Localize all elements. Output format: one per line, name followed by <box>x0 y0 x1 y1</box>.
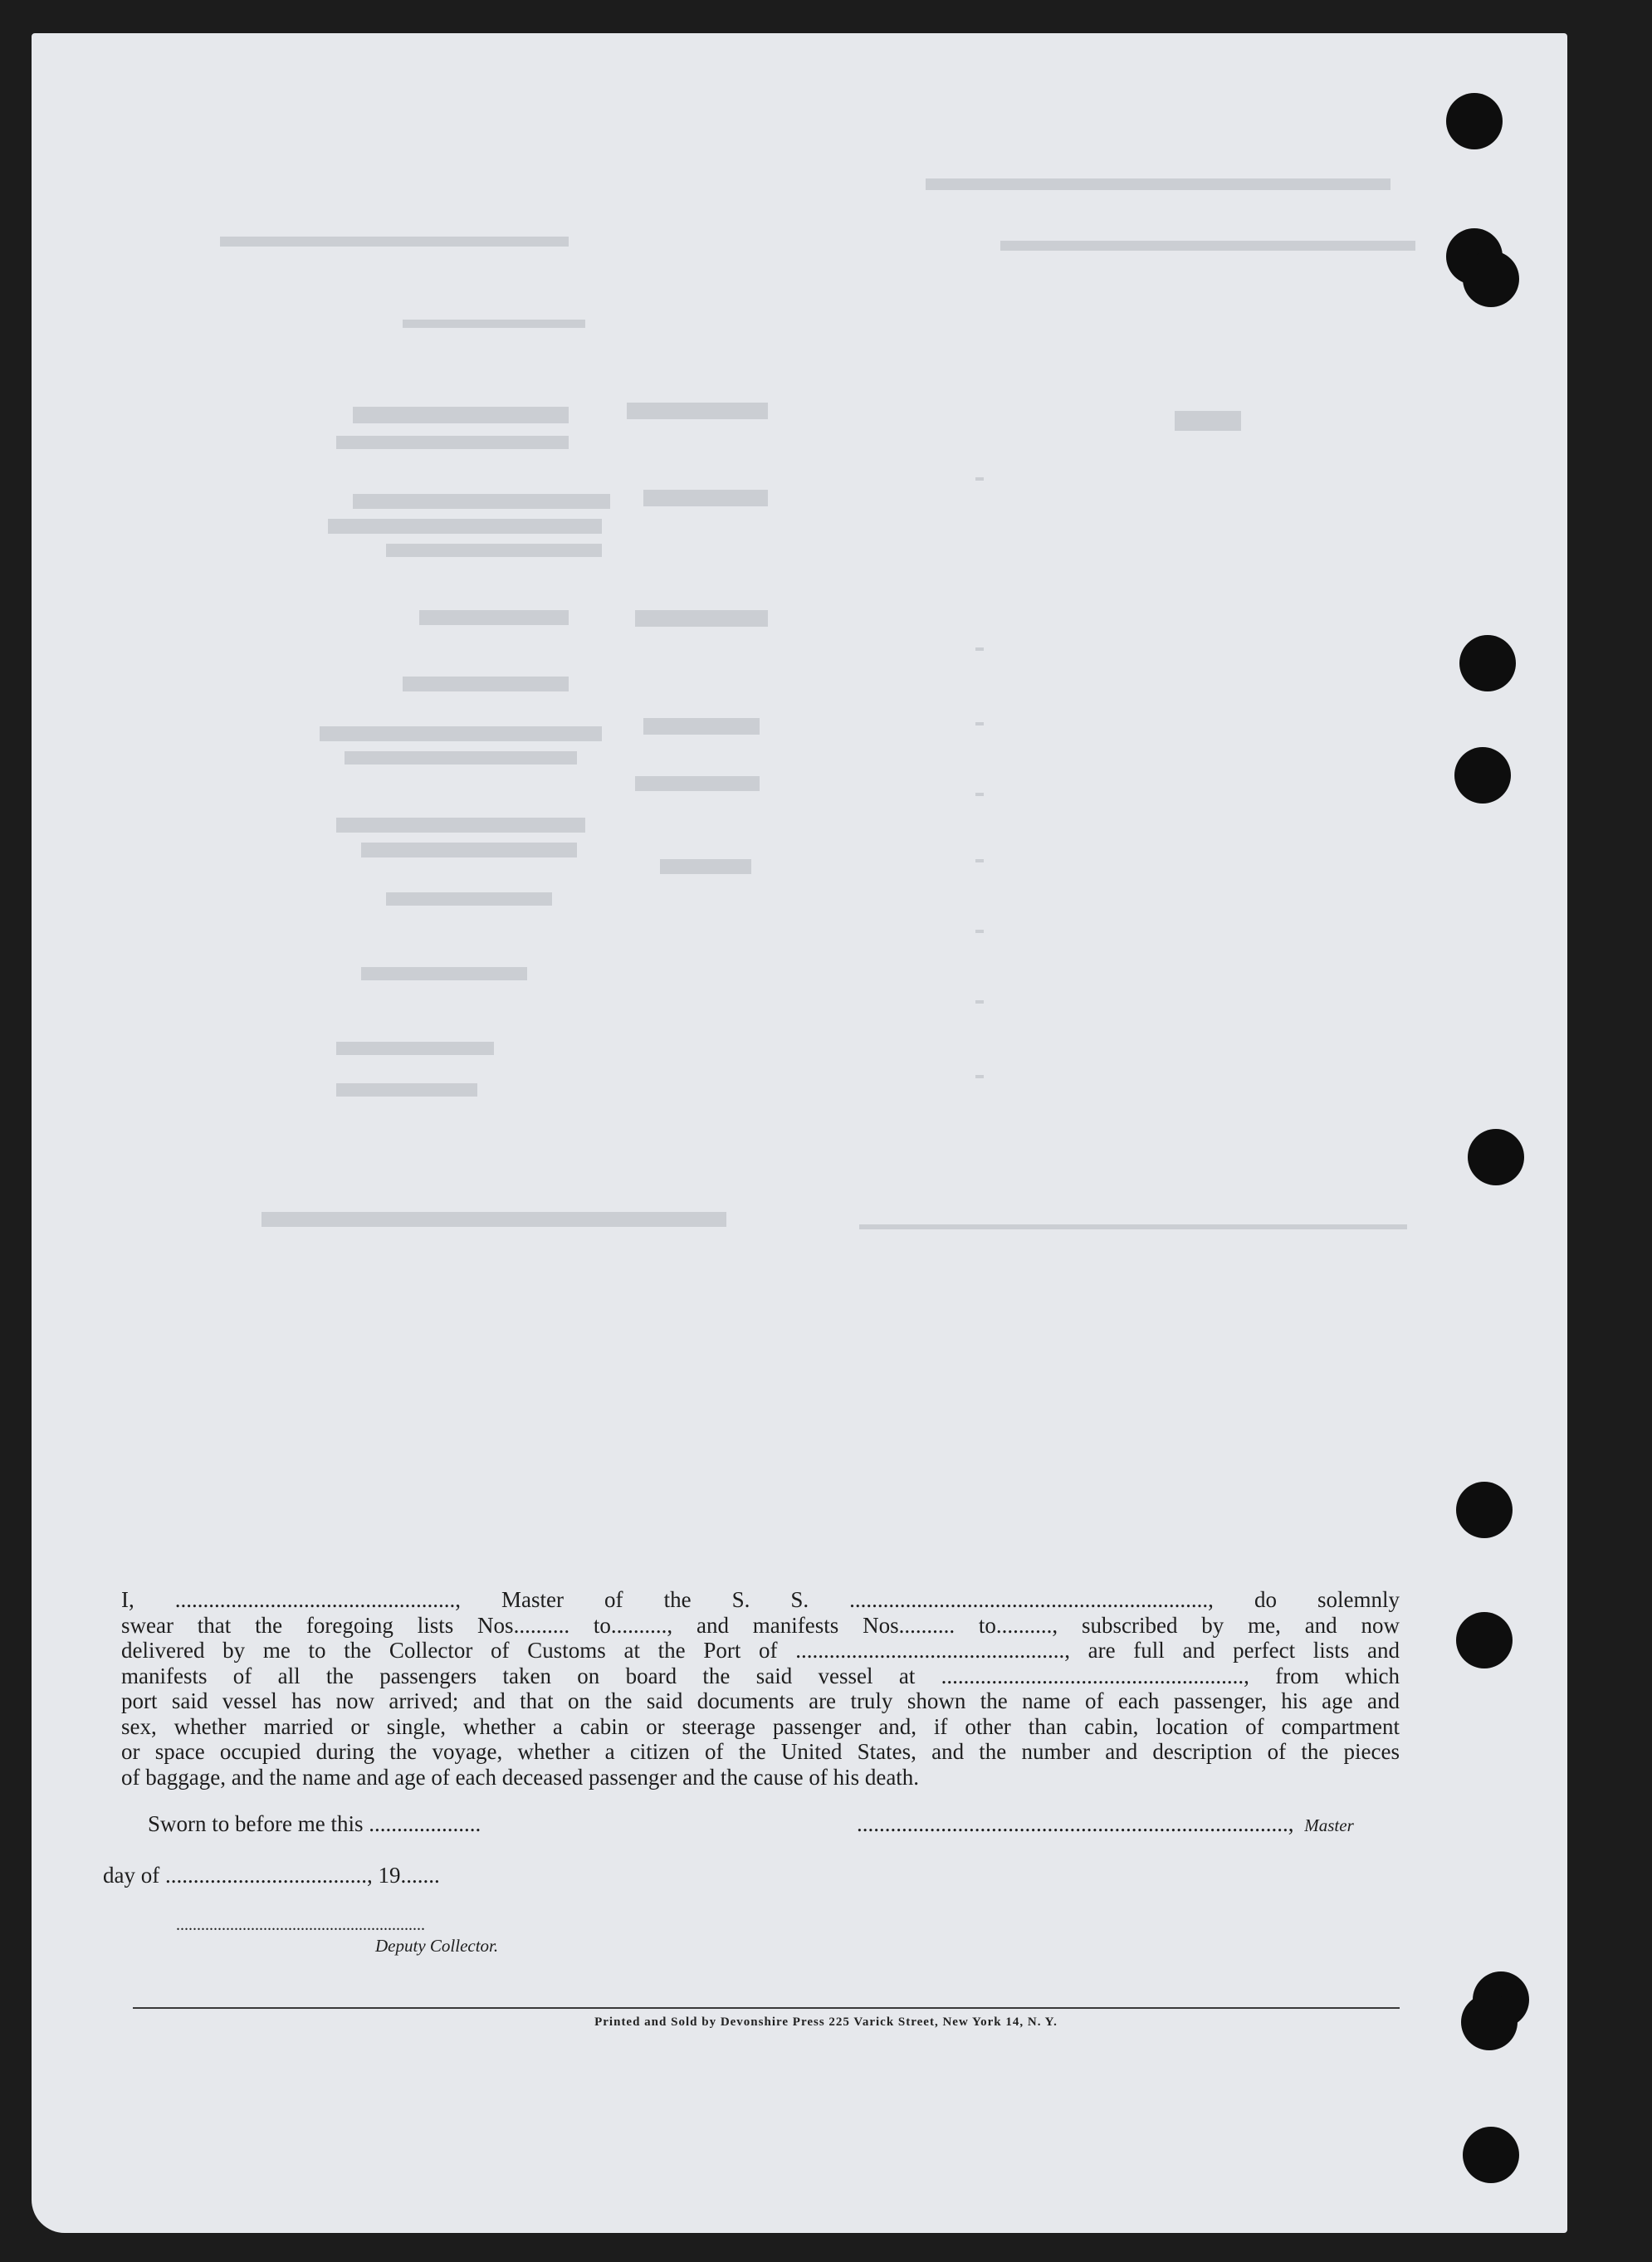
binder-hole-7 <box>1456 1482 1513 1538</box>
deputy-collector-label: Deputy Collector. <box>375 1936 499 1956</box>
manifest-page <box>32 33 1567 2233</box>
oath-line-4: manifests of all the passengers taken on board the said vessel at ......................................................, from which <box>121 1663 1400 1688</box>
oath-line-3: delivered by me to the Collector of Customs at the Port of ................................................, are full and perfect lists and <box>121 1638 1400 1663</box>
binder-hole-11 <box>1463 2127 1519 2183</box>
master-signature-dots: ............................................................................., <box>857 1811 1294 1836</box>
bleed-through-marks <box>37 162 1449 1241</box>
footer-rule <box>133 2007 1400 2009</box>
binder-hole-4 <box>1459 635 1516 691</box>
sworn-label: Sworn to before me this .................... <box>148 1811 481 1836</box>
bleed-through-text <box>81 141 1493 1054</box>
oath-line-5: port said vessel has now arrived; and that on the said documents are truly shown the name of each passenger, his age and <box>121 1688 1400 1713</box>
binder-hole-8 <box>1456 1612 1513 1668</box>
oath-line-6: sex, whether married or single, whether a cabin or steerage passenger and, if other than cabin, location of compartment <box>121 1713 1400 1739</box>
binder-hole-1 <box>1446 93 1503 149</box>
oath-line-7: or space occupied during the voyage, whether a citizen of the United States, and the number and description of the pieces <box>121 1739 1400 1764</box>
master-oath-paragraph <box>121 1587 1400 1790</box>
collector-signature-line: ............................................................ <box>176 1916 425 1934</box>
oath-line-8: of baggage, and the name and age of each deceased passenger and the cause of his death. <box>121 1764 920 1790</box>
master-signature-line <box>857 1811 1354 1837</box>
day-of-line: day of ...................................., 19....... <box>103 1863 440 1888</box>
oath-line-2: swear that the foregoing lists Nos.......... to.........., and manifests Nos.......... to.........., subscribed by me, and now <box>121 1612 1400 1638</box>
oath-line-1: I, .................................................., Master of the S. S. ................................................................, do solemnly <box>121 1587 1400 1612</box>
printer-imprint: Printed and Sold by Devonshire Press 225 Varick Street, New York 14, N. Y. <box>594 2015 1058 2029</box>
binder-hole-5 <box>1454 747 1511 804</box>
binder-hole-6 <box>1468 1129 1524 1185</box>
master-label: Master <box>1304 1815 1354 1835</box>
binder-hole-3 <box>1463 251 1519 307</box>
